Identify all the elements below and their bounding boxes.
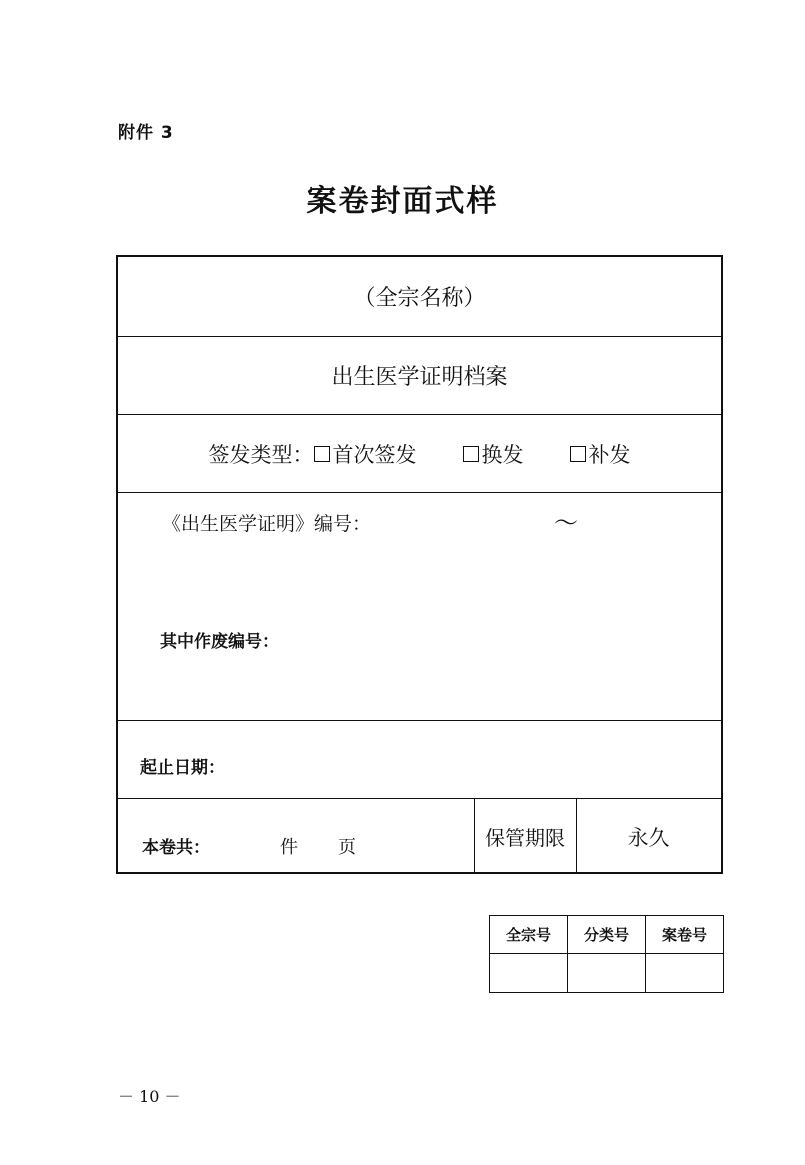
page-number: － 10 － xyxy=(118,1087,181,1106)
attachment-label: 附件 3 xyxy=(118,123,174,143)
reissue-checkbox[interactable] xyxy=(463,446,479,462)
date-range-row xyxy=(118,721,721,799)
fonds-name: （全宗名称） xyxy=(353,286,486,311)
page-unit: 页 xyxy=(338,837,356,858)
document-title: 案卷封面式样 xyxy=(306,184,499,219)
range-separator: ～ xyxy=(554,509,578,537)
retention-value-cell xyxy=(576,799,721,874)
cover-form xyxy=(116,255,723,874)
issue-type-label: 签发类型： xyxy=(208,442,314,467)
archive-code-table xyxy=(489,915,724,993)
date-range-label: 起止日期： xyxy=(140,758,225,778)
archive-name-row xyxy=(118,337,721,415)
volume-info-row xyxy=(118,799,721,874)
classification-number-header: 分类号 xyxy=(568,916,646,954)
file-number-cell xyxy=(646,954,723,992)
replacement-checkbox[interactable] xyxy=(570,446,586,462)
archive-name: 出生医学证明档案 xyxy=(331,365,508,390)
void-number-label: 其中作废编号： xyxy=(160,632,279,652)
classification-number-cell xyxy=(568,954,646,992)
issue-type-row xyxy=(118,415,721,493)
reissue-option: 换发 xyxy=(481,442,524,467)
volume-count-cell xyxy=(118,799,475,874)
volume-total-label: 本卷共： xyxy=(142,838,210,858)
retention-value: 永久 xyxy=(627,825,670,850)
certificate-number-label: 《出生医学证明》编号： xyxy=(162,513,372,535)
fonds-name-row xyxy=(118,257,721,337)
retention-label-cell xyxy=(474,799,577,874)
first-issue-option: 首次签发 xyxy=(332,442,417,467)
fonds-number-header: 全宗号 xyxy=(490,916,568,954)
first-issue-checkbox[interactable] xyxy=(314,446,330,462)
replacement-option: 补发 xyxy=(588,442,631,467)
piece-unit: 件 xyxy=(280,837,298,858)
retention-label: 保管期限 xyxy=(485,826,565,850)
fonds-number-cell xyxy=(490,954,568,992)
certificate-numbers-row xyxy=(118,493,721,721)
file-number-header: 案卷号 xyxy=(646,916,723,954)
